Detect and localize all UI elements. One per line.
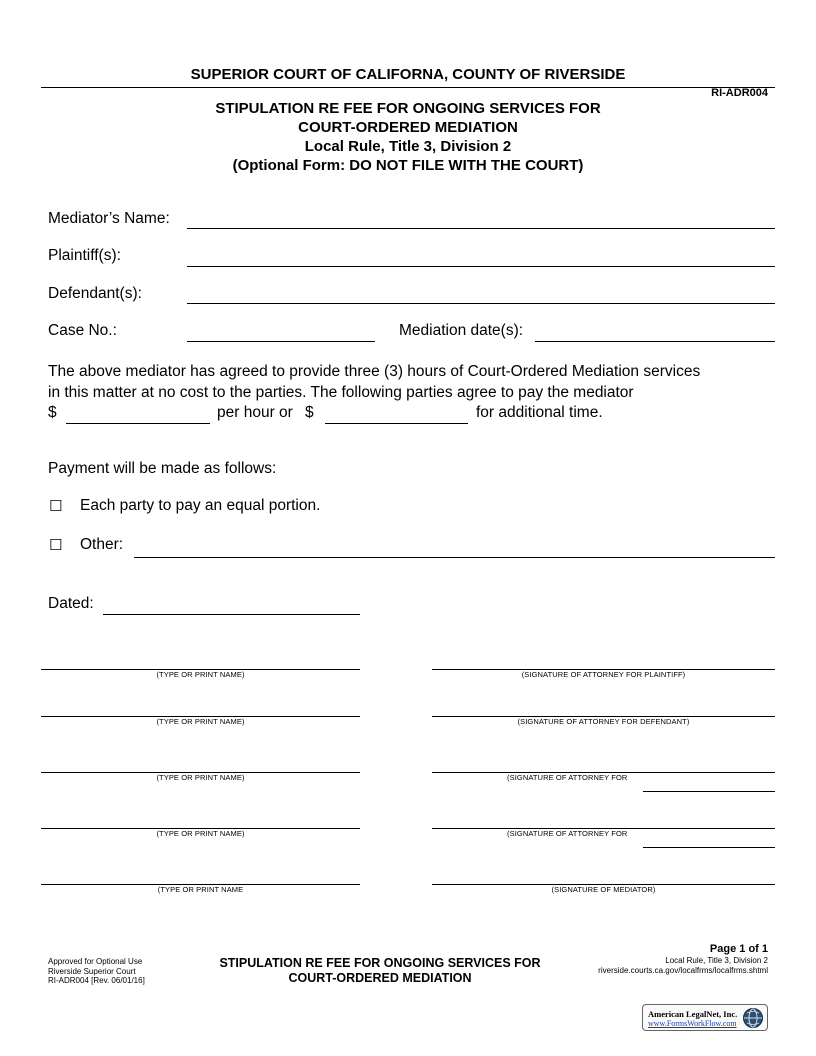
defendants-field[interactable]: [187, 303, 775, 304]
equal-portion-label: Each party to pay an equal portion.: [80, 497, 321, 514]
dated-field[interactable]: [103, 614, 360, 615]
case-no-field[interactable]: [187, 341, 375, 342]
footer-approved: Approved for Optional Use: [48, 957, 143, 966]
hourly-rate-field[interactable]: [66, 423, 210, 424]
footer-left: [48, 957, 145, 986]
signature-caption: (SIGNATURE OF ATTORNEY FOR PLAINTIFF): [521, 670, 686, 679]
page-number: Page 1 of 1: [709, 943, 768, 955]
title-line: STIPULATION RE FEE FOR ONGOING SERVICES FOR: [215, 100, 601, 117]
print-name-caption: (TYPE OR PRINT NAME): [156, 670, 245, 679]
payment-heading: Payment will be made as follows:: [48, 460, 277, 477]
agreement-line-2: in this matter at no cost to the parties. The following parties agree to pay the mediator: [48, 384, 634, 401]
form-title: [0, 99, 816, 175]
legalnet-logo[interactable]: [642, 1004, 768, 1031]
print-name-caption: (TYPE OR PRINT NAME): [156, 717, 245, 726]
per-hour-text: per hour or: [217, 404, 293, 421]
mediator-name-field[interactable]: [187, 228, 775, 229]
form-number: RI-ADR004: [711, 87, 768, 99]
signature-caption: (SIGNATURE OF ATTORNEY FOR DEFENDANT): [517, 717, 690, 726]
additional-rate-field[interactable]: [325, 423, 468, 424]
footer-title-line: COURT-ORDERED MEDIATION: [288, 971, 472, 985]
mediation-dates-field[interactable]: [535, 341, 775, 342]
dated-label: Dated:: [48, 595, 94, 612]
title-line: COURT-ORDERED MEDIATION: [298, 119, 518, 136]
court-name: SUPERIOR COURT OF CALIFORNA, COUNTY OF RIVERSIDE: [190, 66, 626, 83]
logo-url[interactable]: www.FormsWorkFlow.com: [648, 1019, 737, 1028]
footer-rule-ref: Local Rule, Title 3, Division 2: [665, 956, 768, 965]
defendants-label: Defendant(s):: [48, 285, 142, 302]
mediator-signature-caption: (SIGNATURE OF MEDIATOR): [551, 885, 656, 894]
print-name-caption: (TYPE OR PRINT NAME): [156, 829, 245, 838]
plaintiffs-field[interactable]: [187, 266, 775, 267]
attorney-for-party-field[interactable]: [643, 847, 775, 848]
agreement-paragraph: [48, 361, 768, 403]
signature-caption: (SIGNATURE OF ATTORNEY FOR: [507, 773, 628, 782]
additional-time-text: for additional time.: [476, 404, 603, 421]
header-rule: [41, 87, 775, 88]
agreement-line-1: The above mediator has agreed to provide three (3) hours of Court-Ordered Mediation services: [48, 363, 701, 380]
attorney-for-party-field[interactable]: [643, 791, 775, 792]
currency-symbol: $: [48, 404, 57, 421]
footer-revision: RI-ADR004 [Rev. 06/01/16]: [48, 976, 145, 985]
other-label: Other:: [80, 536, 124, 553]
other-field[interactable]: [134, 557, 775, 558]
logo-company: American LegalNet, Inc.: [648, 1009, 738, 1019]
footer-court: Riverside Superior Court: [48, 966, 136, 976]
mediator-name-label: Mediator’s Name:: [48, 210, 170, 227]
footer-title: [180, 956, 580, 986]
print-name-caption: (TYPE OR PRINT NAME): [156, 773, 245, 782]
currency-symbol: $: [305, 404, 314, 421]
title-line: Local Rule, Title 3, Division 2: [304, 138, 512, 155]
print-name-caption: (TYPE OR PRINT NAME: [157, 885, 244, 894]
other-checkbox[interactable]: ☐: [49, 537, 63, 554]
equal-portion-checkbox[interactable]: ☐: [49, 498, 63, 515]
case-no-label: Case No.:: [48, 322, 117, 339]
globe-icon: [742, 1007, 764, 1029]
footer-title-line: STIPULATION RE FEE FOR ONGOING SERVICES FOR: [219, 956, 541, 970]
plaintiffs-label: Plaintiff(s):: [48, 247, 121, 264]
footer-url: riverside.courts.ca.gov/localfrms/localfrms.shtml: [598, 965, 768, 975]
footer-right: [598, 943, 768, 975]
mediation-dates-label: Mediation date(s):: [399, 322, 524, 339]
title-line: (Optional Form: DO NOT FILE WITH THE COURT): [232, 157, 584, 174]
signature-caption: (SIGNATURE OF ATTORNEY FOR: [507, 829, 628, 838]
